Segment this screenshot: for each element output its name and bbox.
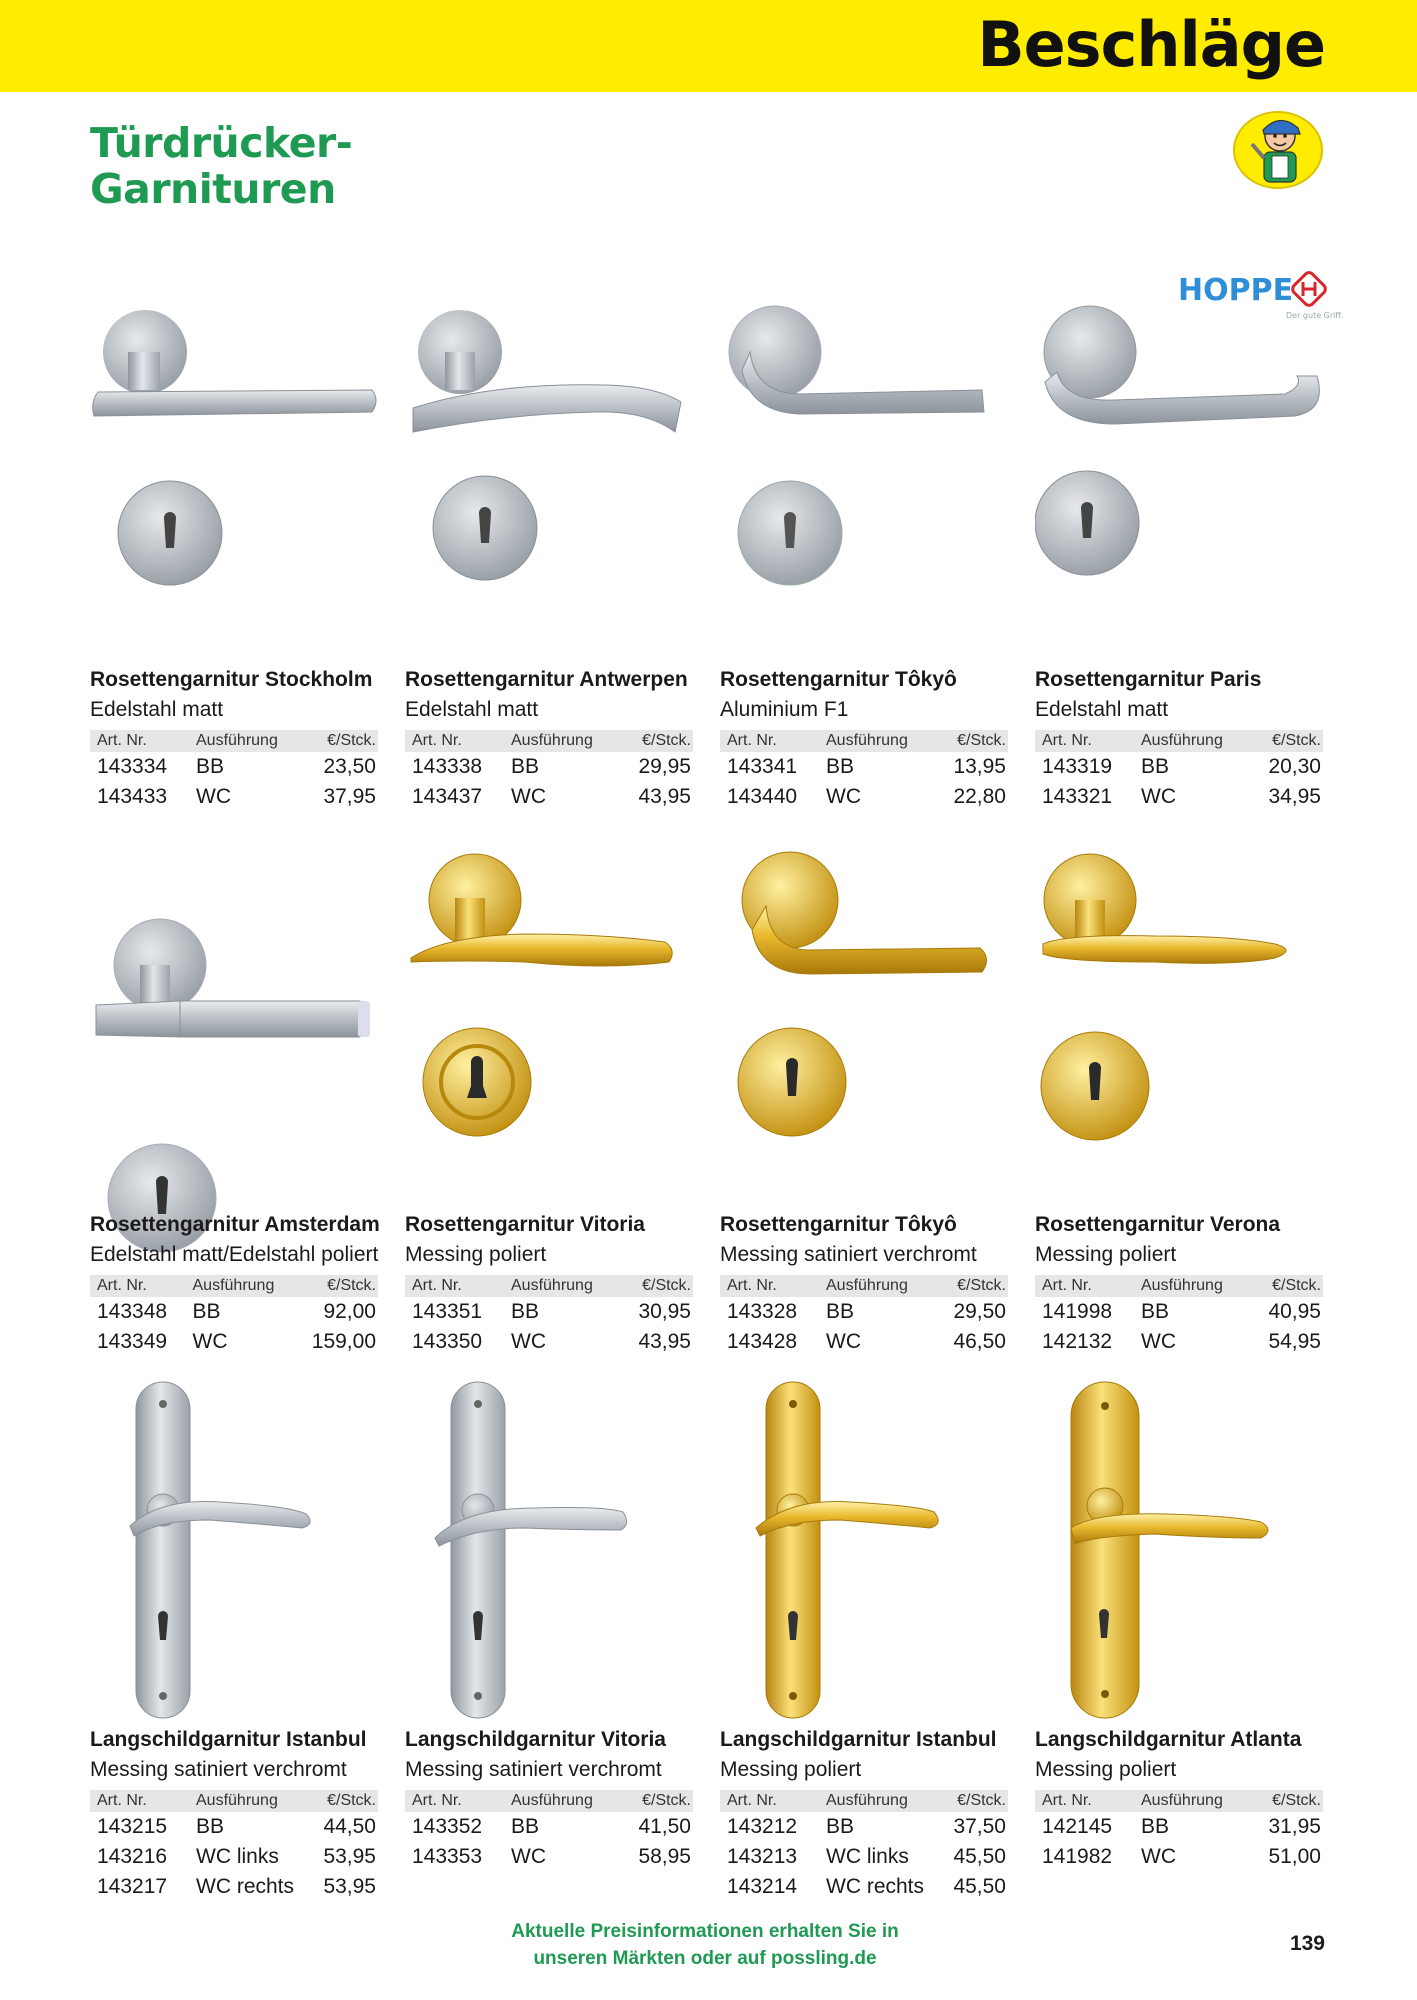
- table-row: [1035, 1327, 1323, 1357]
- product-image-vitoria-chrome: [405, 1378, 695, 1723]
- col-price: €/Stck.: [944, 1790, 1008, 1812]
- price: 22,80: [953, 785, 1006, 808]
- art-nr: 143440: [727, 785, 798, 808]
- ausfuehrung: WC: [511, 1845, 546, 1868]
- price: 46,50: [953, 1330, 1006, 1353]
- table-row: [1035, 1842, 1323, 1872]
- category-title: Beschläge: [977, 8, 1325, 81]
- art-nr: 143349: [97, 1330, 168, 1353]
- art-nr: 143215: [97, 1815, 168, 1838]
- col-ausfuehrung: Ausführung: [189, 730, 314, 752]
- table-row: [1035, 752, 1323, 782]
- page-heading-line-2: Garnituren: [90, 165, 336, 213]
- col-ausfuehrung: Ausführung: [819, 1275, 944, 1297]
- col-ausfuehrung: Ausführung: [504, 1790, 629, 1812]
- art-nr: 143348: [97, 1300, 168, 1323]
- price-table-header: [405, 1790, 693, 1812]
- col-art-nr: Art. Nr.: [1035, 1275, 1134, 1297]
- price: 30,95: [638, 1300, 691, 1323]
- price-table-header: [720, 1275, 1008, 1297]
- ausfuehrung: BB: [511, 755, 540, 778]
- art-nr: 143321: [1042, 785, 1113, 808]
- col-price: €/Stck.: [629, 1275, 693, 1297]
- brand-name: HOPPE: [1178, 273, 1294, 308]
- col-price: €/Stck.: [944, 730, 1008, 752]
- col-price: €/Stck.: [1259, 730, 1323, 752]
- art-nr: 143212: [727, 1815, 798, 1838]
- art-nr: 143334: [97, 755, 168, 778]
- table-row: [720, 782, 1008, 812]
- art-nr: 143433: [97, 785, 168, 808]
- col-ausfuehrung: Ausführung: [1134, 1275, 1259, 1297]
- page-number: 139: [1289, 1932, 1325, 1955]
- ausfuehrung: WC: [1141, 1330, 1176, 1353]
- col-art-nr: Art. Nr.: [90, 730, 189, 752]
- table-row: [405, 1812, 693, 1842]
- col-art-nr: Art. Nr.: [1035, 1790, 1134, 1812]
- art-nr: 143350: [412, 1330, 483, 1353]
- price-table-header: [1035, 1275, 1323, 1297]
- price: 29,50: [953, 1300, 1006, 1323]
- page-heading: [90, 120, 352, 212]
- price: 45,50: [953, 1875, 1006, 1898]
- price-table: [405, 1790, 693, 1872]
- price: 13,95: [953, 755, 1006, 778]
- ausfuehrung: WC links: [196, 1845, 279, 1868]
- art-nr: 143338: [412, 755, 483, 778]
- art-nr: 143328: [727, 1300, 798, 1323]
- price: 31,95: [1268, 1815, 1321, 1838]
- col-ausfuehrung: Ausführung: [819, 1790, 944, 1812]
- col-art-nr: Art. Nr.: [90, 1790, 189, 1812]
- product-name: Rosettengarnitur Amsterdam: [90, 1213, 380, 1236]
- ausfuehrung: WC: [511, 785, 546, 808]
- price: 43,95: [638, 785, 691, 808]
- table-row: [720, 752, 1008, 782]
- col-art-nr: Art. Nr.: [405, 1275, 504, 1297]
- price-table: [405, 730, 693, 812]
- price: 37,95: [323, 785, 376, 808]
- ausfuehrung: WC: [1141, 1845, 1176, 1868]
- product-image-tokyo-brass: [720, 850, 1010, 1210]
- price-table: [1035, 1275, 1323, 1357]
- ausfuehrung: WC rechts: [826, 1875, 925, 1898]
- ausfuehrung: BB: [196, 755, 225, 778]
- price-table-header: [90, 1275, 378, 1297]
- product-image-verona: [1035, 850, 1325, 1210]
- col-price: €/Stck.: [629, 730, 693, 752]
- product-image-antwerpen: [405, 290, 695, 650]
- price-table-header: [1035, 730, 1323, 752]
- product-finish: Edelstahl matt: [1035, 698, 1169, 721]
- col-ausfuehrung: Ausführung: [1134, 730, 1259, 752]
- product-name: Rosettengarnitur Stockholm: [90, 668, 373, 691]
- product-image-atlanta: [1035, 1378, 1325, 1723]
- col-price: €/Stck.: [305, 1275, 378, 1297]
- table-row: [90, 1842, 378, 1872]
- price: 44,50: [323, 1815, 376, 1838]
- ausfuehrung: BB: [826, 755, 855, 778]
- product-image-paris: [1035, 290, 1325, 650]
- price-table: [720, 1275, 1008, 1357]
- art-nr: 143437: [412, 785, 483, 808]
- ausfuehrung: BB: [1141, 755, 1170, 778]
- price-table-header: [1035, 1790, 1323, 1812]
- product-finish: Messing poliert: [405, 1243, 547, 1266]
- ausfuehrung: BB: [192, 1300, 221, 1323]
- price-table: [720, 730, 1008, 812]
- product-image-istanbul-chrome: [90, 1378, 380, 1723]
- product-name: Langschildgarnitur Atlanta: [1035, 1728, 1302, 1751]
- ausfuehrung: WC: [826, 1330, 861, 1353]
- col-ausfuehrung: Ausführung: [504, 1275, 629, 1297]
- price-table-header: [90, 730, 378, 752]
- table-row: [720, 1872, 1008, 1902]
- table-row: [405, 782, 693, 812]
- product-finish: Messing satiniert verchromt: [720, 1243, 977, 1266]
- price-table-header: [405, 730, 693, 752]
- table-row: [405, 1842, 693, 1872]
- ausfuehrung: BB: [826, 1300, 855, 1323]
- product-image-vitoria-brass: [405, 850, 695, 1210]
- ausfuehrung: WC: [826, 785, 861, 808]
- art-nr: 143353: [412, 1845, 483, 1868]
- col-price: €/Stck.: [1259, 1275, 1323, 1297]
- price: 29,95: [638, 755, 691, 778]
- product-finish: Messing satiniert verchromt: [405, 1758, 662, 1781]
- ausfuehrung: WC links: [826, 1845, 909, 1868]
- ausfuehrung: BB: [1141, 1815, 1170, 1838]
- product-finish: Messing poliert: [720, 1758, 862, 1781]
- product-finish: Edelstahl matt: [90, 698, 224, 721]
- ausfuehrung: WC rechts: [196, 1875, 295, 1898]
- price-table-header: [405, 1275, 693, 1297]
- table-row: [90, 1872, 378, 1902]
- price: 41,50: [638, 1815, 691, 1838]
- price-table: [405, 1275, 693, 1357]
- price-table-header: [720, 1790, 1008, 1812]
- table-row: [405, 1327, 693, 1357]
- table-row: [90, 1327, 378, 1357]
- col-art-nr: Art. Nr.: [405, 1790, 504, 1812]
- page-heading-line-1: Türdrücker-: [90, 119, 353, 167]
- ausfuehrung: BB: [826, 1815, 855, 1838]
- price: 92,00: [323, 1300, 376, 1323]
- art-nr: 143428: [727, 1330, 798, 1353]
- price-table: [90, 1790, 378, 1902]
- price: 54,95: [1268, 1330, 1321, 1353]
- price-table-header: [720, 730, 1008, 752]
- col-art-nr: Art. Nr.: [720, 1790, 819, 1812]
- col-art-nr: Art. Nr.: [405, 730, 504, 752]
- col-art-nr: Art. Nr.: [720, 730, 819, 752]
- price: 53,95: [323, 1845, 376, 1868]
- header-bar: [0, 0, 1417, 92]
- product-image-tokyo-aluminium: [720, 290, 1010, 650]
- ausfuehrung: BB: [511, 1815, 540, 1838]
- price-table-header: [90, 1790, 378, 1812]
- product-name: Rosettengarnitur Verona: [1035, 1213, 1281, 1236]
- price-table: [90, 1275, 378, 1357]
- product-name: Langschildgarnitur Istanbul: [90, 1728, 367, 1751]
- price: 23,50: [323, 755, 376, 778]
- art-nr: 141998: [1042, 1300, 1113, 1323]
- price-table: [720, 1790, 1008, 1902]
- price: 20,30: [1268, 755, 1321, 778]
- product-name: Rosettengarnitur Paris: [1035, 668, 1262, 691]
- table-row: [405, 1297, 693, 1327]
- table-row: [720, 1297, 1008, 1327]
- product-image-istanbul-brass: [720, 1378, 1010, 1723]
- col-price: €/Stck.: [314, 730, 378, 752]
- col-price: €/Stck.: [314, 1790, 378, 1812]
- art-nr: 142145: [1042, 1815, 1113, 1838]
- product-name: Langschildgarnitur Istanbul: [720, 1728, 997, 1751]
- art-nr: 143214: [727, 1875, 798, 1898]
- price: 34,95: [1268, 785, 1321, 808]
- product-name: Rosettengarnitur Tôkyô: [720, 668, 957, 691]
- table-row: [90, 1812, 378, 1842]
- col-price: €/Stck.: [1259, 1790, 1323, 1812]
- table-row: [1035, 782, 1323, 812]
- ausfuehrung: WC: [1141, 785, 1176, 808]
- price-table: [1035, 730, 1323, 812]
- art-nr: 142132: [1042, 1330, 1113, 1353]
- col-ausfuehrung: Ausführung: [1134, 1790, 1259, 1812]
- price-table: [1035, 1790, 1323, 1872]
- footer-note: [430, 1918, 980, 1972]
- product-finish: Aluminium F1: [720, 698, 849, 721]
- table-row: [720, 1327, 1008, 1357]
- art-nr: 141982: [1042, 1845, 1113, 1868]
- table-row: [1035, 1297, 1323, 1327]
- ausfuehrung: WC: [511, 1330, 546, 1353]
- price-table: [90, 730, 378, 812]
- ausfuehrung: WC: [192, 1330, 228, 1353]
- art-nr: 143351: [412, 1300, 483, 1323]
- price: 40,95: [1268, 1300, 1321, 1323]
- product-finish: Messing poliert: [1035, 1758, 1177, 1781]
- brand-tagline: Der gute Griff.: [1286, 311, 1344, 320]
- product-name: Langschildgarnitur Vitoria: [405, 1728, 666, 1751]
- art-nr: 143216: [97, 1845, 168, 1868]
- ausfuehrung: BB: [1141, 1300, 1170, 1323]
- art-nr: 143352: [412, 1815, 483, 1838]
- col-ausfuehrung: Ausführung: [186, 1275, 305, 1297]
- col-price: €/Stck.: [629, 1790, 693, 1812]
- col-ausfuehrung: Ausführung: [819, 730, 944, 752]
- col-ausfuehrung: Ausführung: [189, 1790, 314, 1812]
- price: 43,95: [638, 1330, 691, 1353]
- product-finish: Messing satiniert verchromt: [90, 1758, 347, 1781]
- product-finish: Messing poliert: [1035, 1243, 1177, 1266]
- ausfuehrung: WC: [196, 785, 231, 808]
- product-name: Rosettengarnitur Vitoria: [405, 1213, 645, 1236]
- col-art-nr: Art. Nr.: [1035, 730, 1134, 752]
- product-finish: Edelstahl matt: [405, 698, 539, 721]
- table-row: [90, 782, 378, 812]
- table-row: [90, 752, 378, 782]
- col-price: €/Stck.: [944, 1275, 1008, 1297]
- price: 37,50: [953, 1815, 1006, 1838]
- art-nr: 143319: [1042, 755, 1113, 778]
- col-art-nr: Art. Nr.: [720, 1275, 819, 1297]
- footer-line-1: Aktuelle Preisinformationen erhalten Sie in: [511, 1921, 899, 1942]
- art-nr: 143217: [97, 1875, 168, 1898]
- table-row: [90, 1297, 378, 1327]
- product-image-stockholm: [90, 290, 380, 650]
- price: 51,00: [1268, 1845, 1321, 1868]
- ausfuehrung: BB: [196, 1815, 225, 1838]
- art-nr: 143213: [727, 1845, 798, 1868]
- price: 53,95: [323, 1875, 376, 1898]
- price: 45,50: [953, 1845, 1006, 1868]
- product-name: Rosettengarnitur Tôkyô: [720, 1213, 957, 1236]
- price: 159,00: [311, 1330, 376, 1353]
- table-row: [405, 752, 693, 782]
- table-row: [720, 1812, 1008, 1842]
- table-row: [720, 1842, 1008, 1872]
- ausfuehrung: BB: [511, 1300, 540, 1323]
- mascot-logo-icon: [1230, 104, 1326, 192]
- col-art-nr: Art. Nr.: [90, 1275, 186, 1297]
- art-nr: 143341: [727, 755, 798, 778]
- col-ausfuehrung: Ausführung: [504, 730, 629, 752]
- footer-line-2: unseren Märkten oder auf possling.de: [533, 1948, 877, 1969]
- price: 58,95: [638, 1845, 691, 1868]
- product-name: Rosettengarnitur Antwerpen: [405, 668, 688, 691]
- product-finish: Edelstahl matt/Edelstahl poliert: [90, 1243, 379, 1266]
- table-row: [1035, 1812, 1323, 1842]
